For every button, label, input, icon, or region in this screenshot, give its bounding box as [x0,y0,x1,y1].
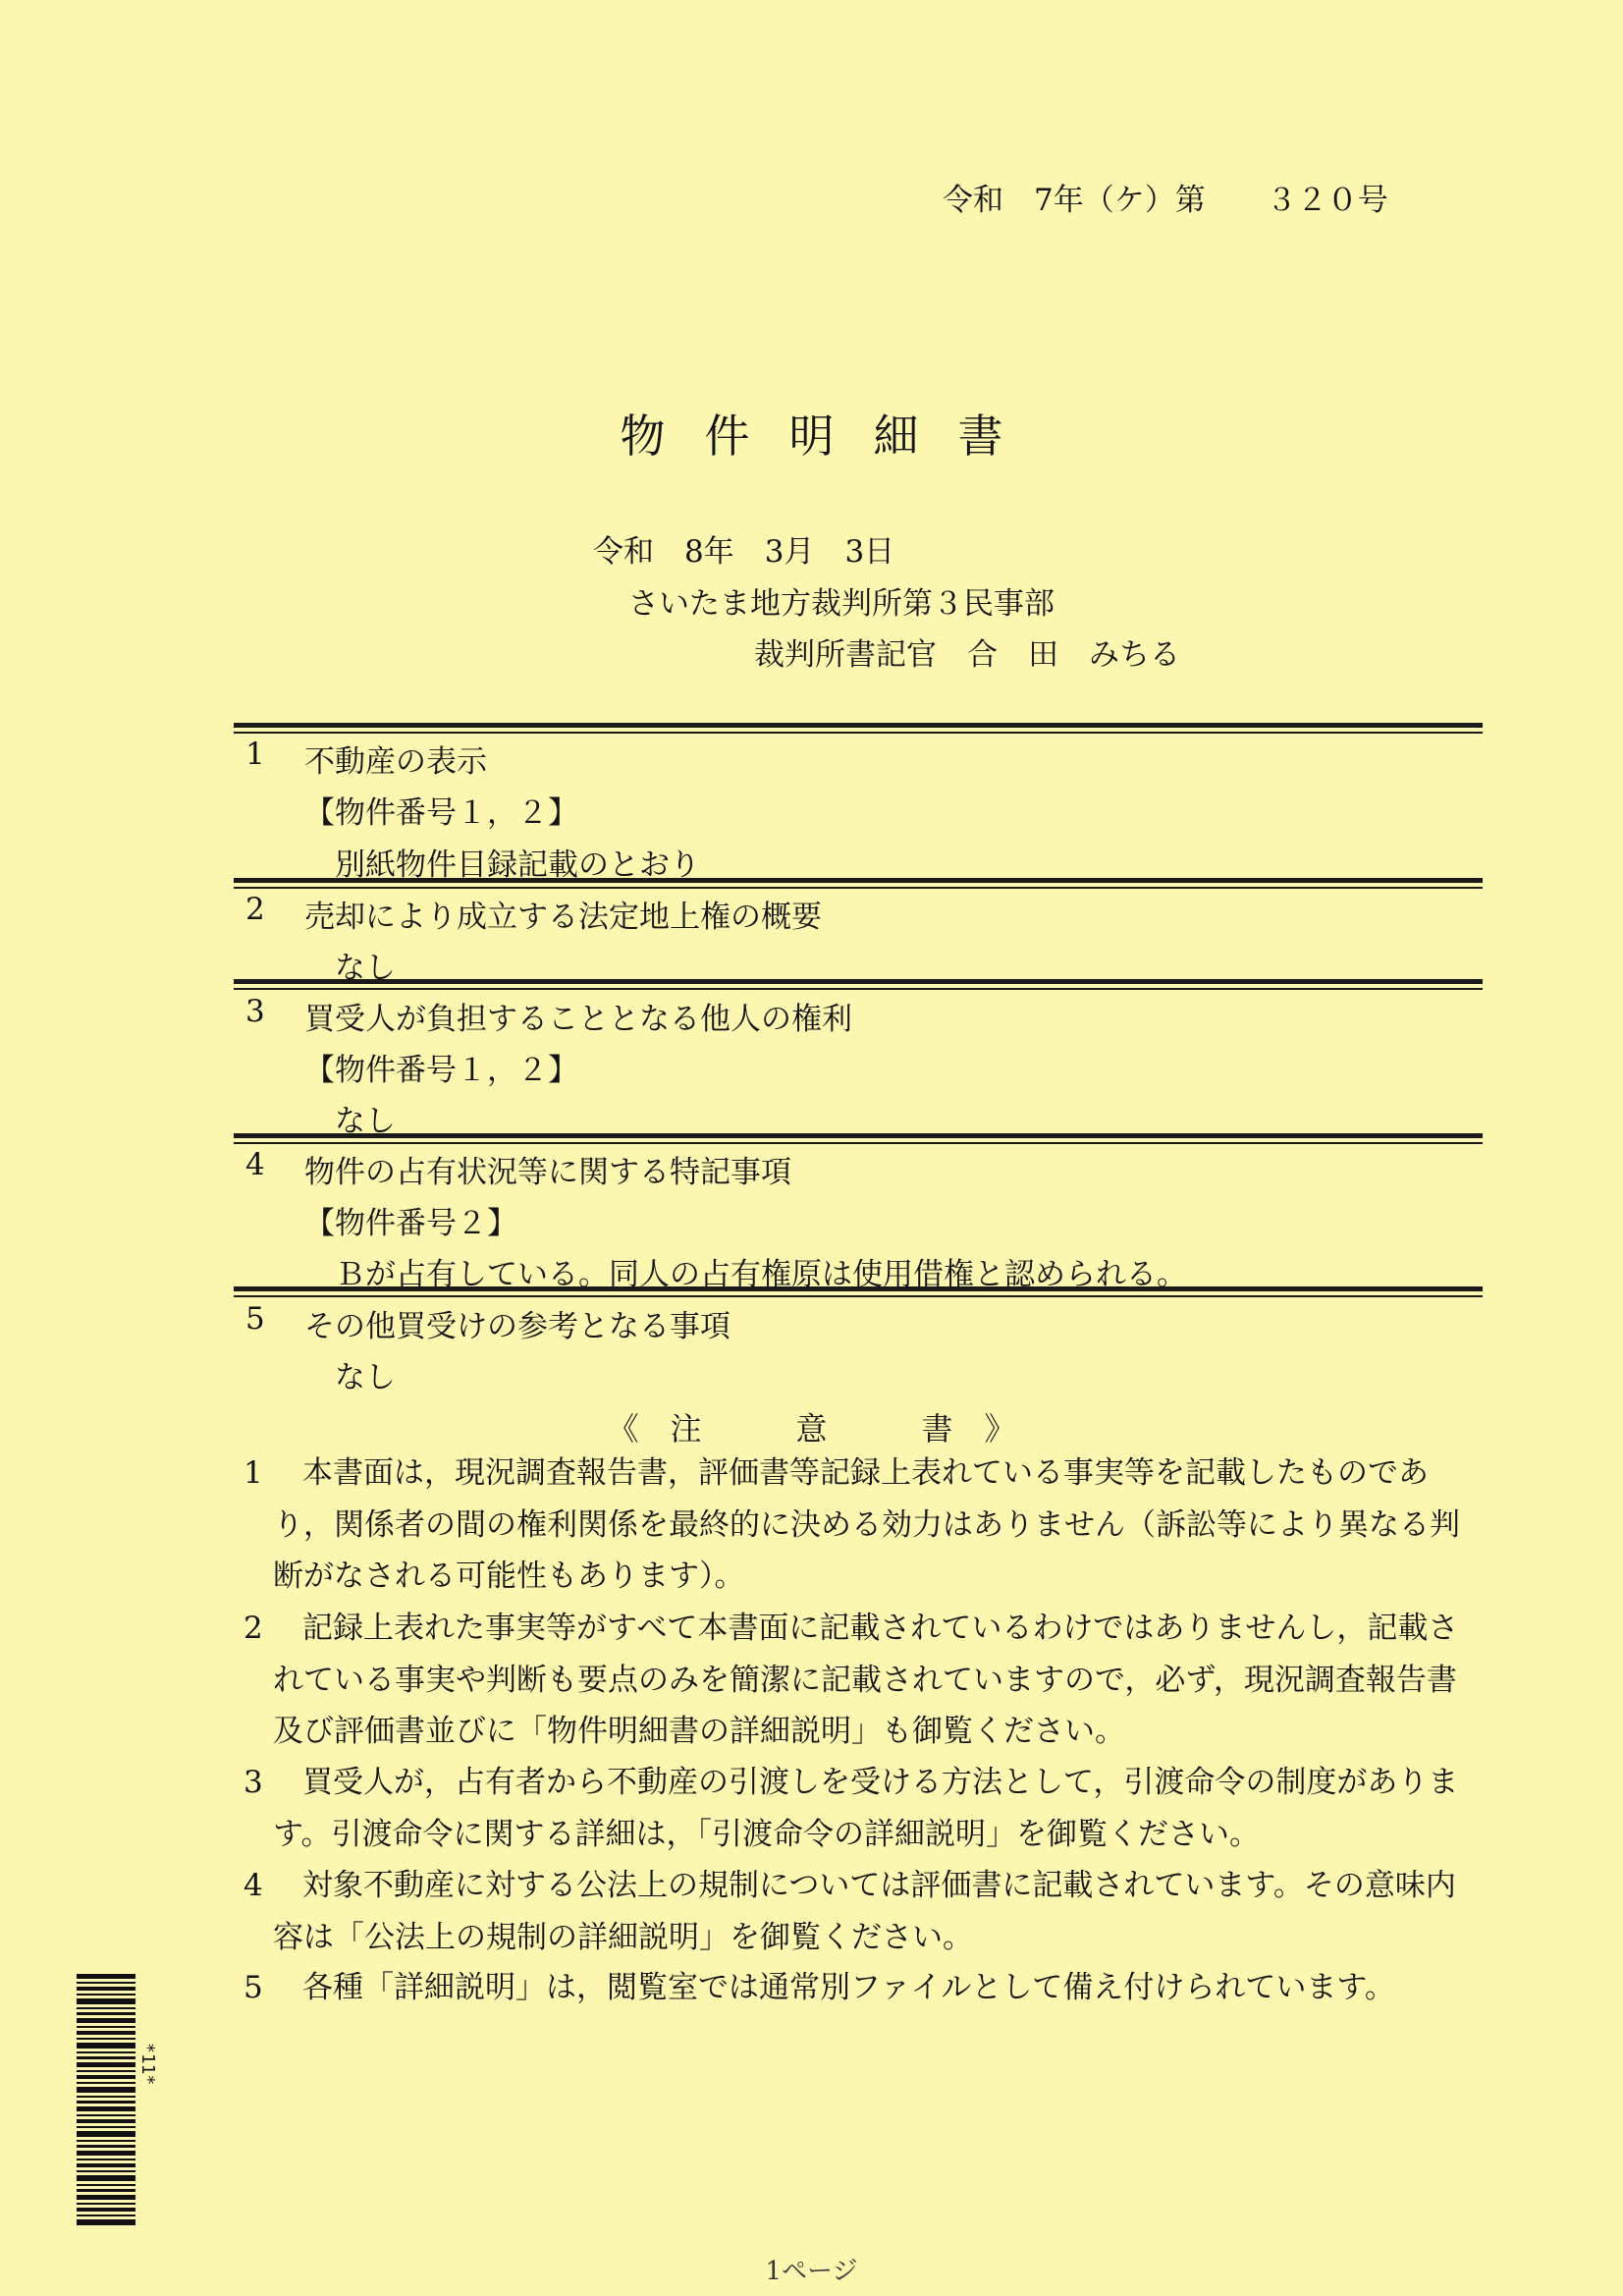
section-line: 【物件番号２】 [304,1206,517,1241]
section-heading: 買受人が負担することとなる他人の権利 [304,1002,852,1037]
notice-title: 《 注 意 書 》 [607,1410,1016,1448]
notice-item [243,1603,1461,1758]
court-name: さいたま地方裁判所第３民事部 [628,586,1055,622]
page-number: 1ページ [765,2257,858,2286]
notice-item [243,1962,1461,2014]
section-heading: 物件の占有状況等に関する特記事項 [304,1155,791,1190]
notice-number: 4 [243,1868,263,1903]
notice-number: 1 [243,1455,263,1491]
barcode-icon [77,1974,147,2227]
notice-item [243,1757,1461,1860]
section-line: なし [304,951,396,986]
section-divider [234,723,1483,734]
issue-date: 令和 8年 3月 3日 [593,534,895,570]
section-number: 2 [245,892,265,927]
notice-text: 記録上表れた事実等がすべて本書面に記載されているわけではありませんし，記載されている事実や判断も要点のみを簡潔に記載されていますので，必ず，現況調査報告書及び評価書並びに「物件明細書の詳細説明」も御覧ください。 [273,1611,1459,1749]
notice-number: 3 [243,1765,263,1800]
section-number: 3 [245,994,265,1029]
section-divider [234,1133,1483,1144]
notice-text: 対象不動産に対する公法上の規制については評価書に記載されています。その意味内容は「公法上の規制の詳細説明」を御覧ください。 [273,1868,1456,1955]
notice-text: 買受人が，占有者から不動産の引渡しを受ける方法として，引渡命令の制度があります。引渡命令に関する詳細は，「引渡命令の詳細説明」を御覧ください。 [273,1765,1459,1852]
section-line: 【物件番号１，２】 [304,1053,578,1088]
section-divider [234,979,1483,990]
clerk-name: 裁判所書記官 合 田 みちる [754,637,1180,673]
notice-text: 本書面は，現況調査報告書，評価書等記録上表れている事実等を記載したものであり，関係者の間の権利関係を最終的に決める効力はありません（訴訟等により異なる判断がなされる可能性もあります）。 [273,1455,1460,1594]
notice-item [243,1860,1461,1963]
section-heading: その他買受けの参考となる事項 [304,1309,730,1344]
section-line: 別紙物件目録記載のとおり [304,847,700,883]
section-line: なし [304,1104,396,1139]
notice-number: 5 [243,1970,263,2005]
case-number: 令和 7年（ケ）第 ３２０号 [943,183,1388,218]
notice-number: 2 [243,1611,263,1646]
barcode-label: *11* [137,2043,158,2086]
section-number: 1 [245,737,265,772]
section-heading: 不動産の表示 [304,744,487,780]
section-number: 4 [245,1147,265,1182]
section-heading: 売却により成立する法定地上権の概要 [304,900,822,935]
section-line: Ｂが占有している。同人の占有権原は使用借権と認められる。 [304,1257,1187,1292]
section-line: 【物件番号１，２】 [304,795,578,831]
notice-text: 各種「詳細説明」は，閲覧室では通常別ファイルとして備え付けられています。 [302,1970,1395,2005]
section-line: なし [304,1360,396,1395]
page-title: 物件明細書 [620,410,1043,463]
section-number: 5 [245,1301,265,1337]
notice-item [243,1448,1461,1603]
